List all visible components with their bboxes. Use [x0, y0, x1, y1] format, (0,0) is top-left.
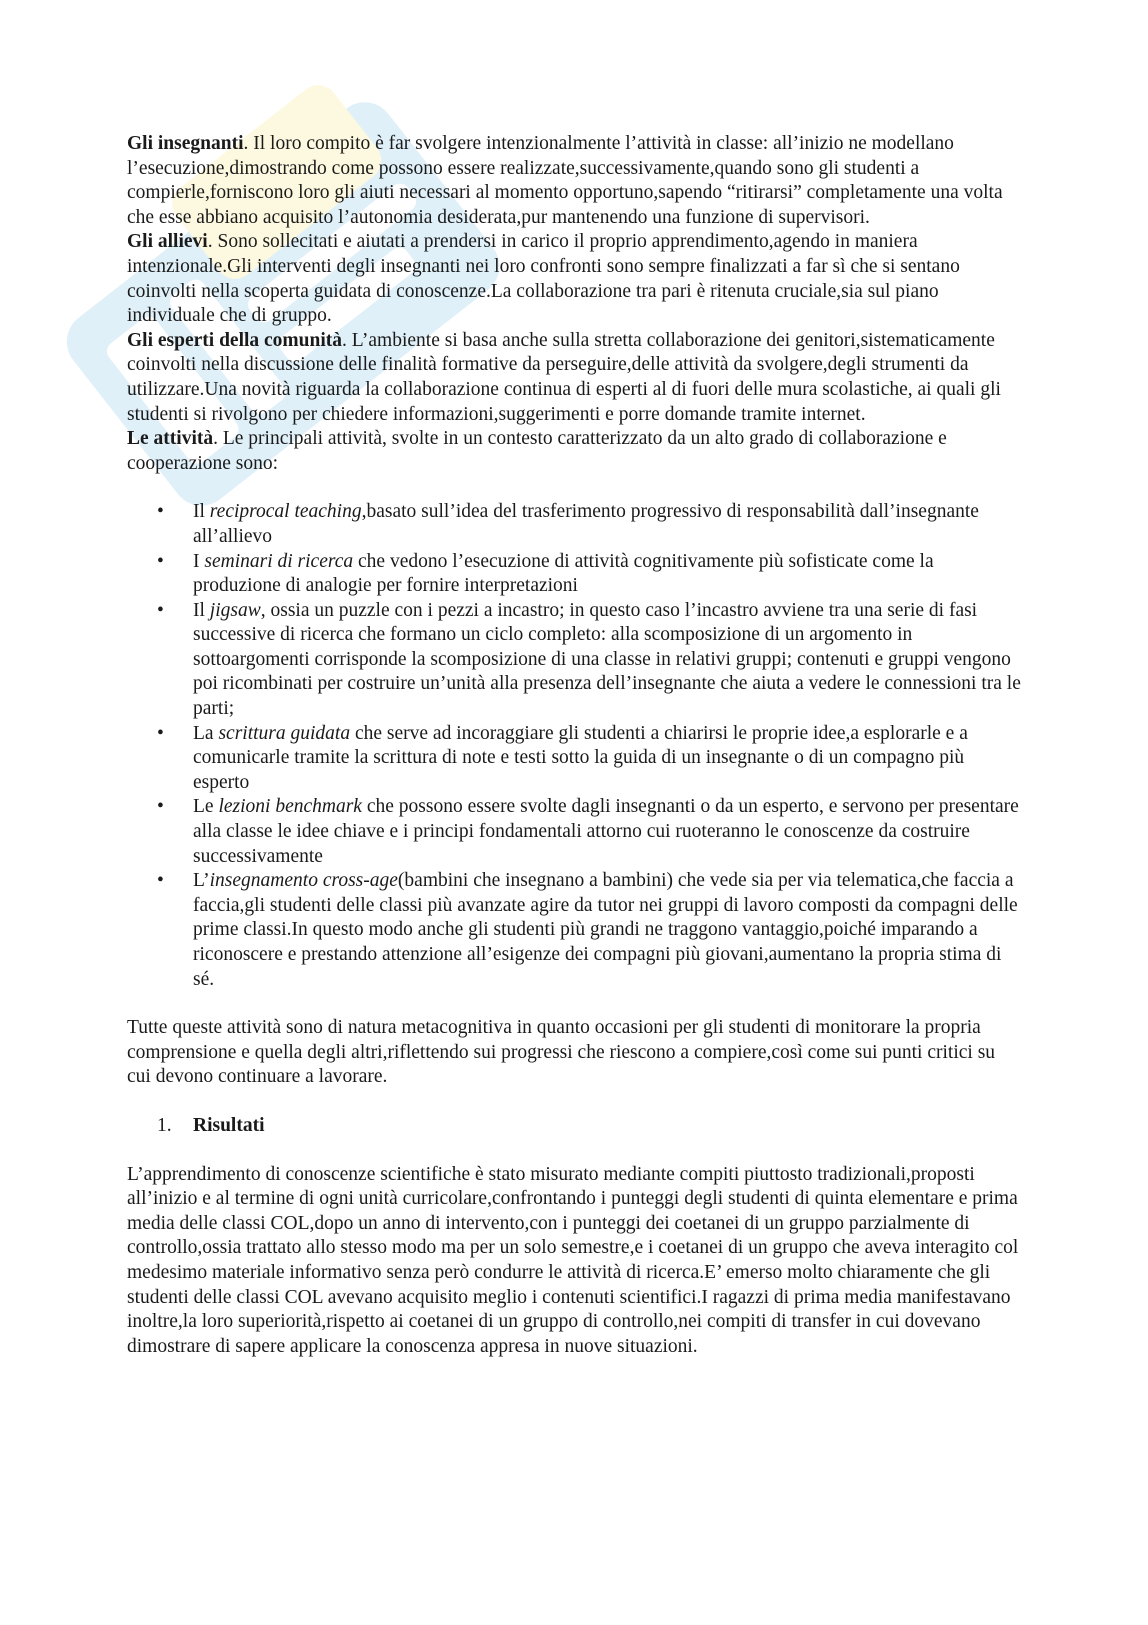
activities-list [127, 500, 1022, 992]
label-experts: Gli esperti della comunità [127, 329, 343, 351]
paragraph-students: Gli allievi. Sono sollecitati e aiutati a prendersi in carico il proprio apprendimento,agendo in maniera intenzionale.Gli interventi degli insegnanti nei loro confronti sono sempre finalizzati a far sì che si sentano coinvolti nella scoperta guidata di conoscenze.La collaborazione tra pari è ritenuta cruciale,sia sul piano individuale che di gruppo. [127, 231, 960, 327]
paragraph-activities: Le attività. Le principali attività, svolte in un contesto caratterizzato da un alto grado di collaborazione e cooperazione sono: [127, 428, 947, 474]
document-body [127, 132, 1022, 1359]
paragraph-teachers: Gli insegnanti. Il loro compito è far svolgere intenzionalmente l’attività in classe: all’inizio ne modellano l’esecuzione,dimostrando come possono essere realizzate,successivamente,quando sono gli studenti a compierle,forniscono loro gli aiuti necessari al momento opportuno,sapendo “ritirarsi” completamente una volta che esse abbiano acquisito l’autonomia desiderata,pur mantenendo una funzione di supervisori. [127, 133, 1003, 228]
list-item: • I seminari di ricerca che vedono l’esecuzione di attività cognitivamente più sofisticate come la produzione di analogie per fornire interpretazioni [127, 550, 1022, 599]
list-item: • La scrittura guidata che serve ad incoraggiare gli studenti a chiarirsi le proprie idee,a esplorarle e a comunicarle tramite la scrittura di note e testi sotto la guida di un insegnante o di un compagno più esperto [127, 722, 1022, 796]
paragraph-summary: Tutte queste attività sono di natura metacognitiva in quanto occasioni per gli studenti di monitorare la propria comprensione e quella degli altri,riflettendo sui progressi che riescono a compiere,così come sui punti critici su cui devono continuare a lavorare. [127, 1017, 996, 1088]
label-teachers: Gli insegnanti [127, 133, 244, 154]
section-title: Risultati [193, 1114, 265, 1136]
label-activities: Le attività [127, 428, 214, 450]
list-item: • Il reciprocal teaching,basato sull’idea del trasferimento progressivo di responsabilità dall’insegnante all’allievo [127, 500, 1022, 549]
list-item: • L’insegnamento cross-age(bambini che insegnano a bambini) che vede sia per via telematica,che faccia a faccia,gli studenti delle classi più avanzate agire da tutor nei gruppi di lavoro composti da compagni delle prime classi.In questo modo anche gli studenti più grandi ne traggono vantaggio,poiché imparando a riconoscere e prestando attenzione all’esigenze dei compagni più giovani,aumentano la propria stima di sé. [127, 869, 1022, 992]
list-item: • Le lezioni benchmark che possono essere svolte dagli insegnanti o da un esperto, e servono per presentare alla classe le idee chiave e i principi fondamentali attorno cui ruoteranno le conoscenze da costruire successivamente [127, 795, 1022, 869]
paragraph-experts: Gli esperti della comunità. L’ambiente si basa anche sulla stretta collaborazione dei genitori,sistematicamente coinvolti nella discussione delle finalità formative da perseguire,delle attività da svolgere,degli strumenti da utilizzare.Una novità riguarda la collaborazione continua di esperti al di fuori delle mura scolastiche, ai quali gli studenti si rivolgono per chiedere informazioni,suggerimenti e porre domande tramite internet. [127, 329, 1001, 425]
label-students: Gli allievi [127, 231, 208, 253]
section-number: 1. [157, 1114, 172, 1136]
list-item: • Il jigsaw, ossia un puzzle con i pezzi a incastro; in questo caso l’incastro avviene tra una serie di fasi successive di ricerca che formano un ciclo completo: alla scomposizione di un argomento in sottoargomenti corrisponde la scomposizione di una classe in relativi gruppi; contenuti e gruppi vengono poi ricombinati per costruire un’unità alla presenza dell’insegnante che aiuta a vedere le connessioni tra le parti; [127, 599, 1022, 722]
section-heading [127, 1114, 1022, 1139]
paragraph-results: L’apprendimento di conoscenze scientifiche è stato misurato mediante compiti piuttosto tradizionali,proposti all’inizio e al termine di ogni unità curricolare,confrontando i punteggi degli studenti di quinta elementare e prima media delle classi COL,dopo un anno di intervento,con i punteggi dei coetanei di un gruppo parzialmente di controllo,ossia trattato allo stesso modo ma per un solo semestre,e i coetanei di un gruppo che aveva interagito col medesimo materiale informativo senza però condurre le attività di ricerca.E’ emerso molto chiaramente che gli studenti delle classi COL avevano acquisito meglio i contenuti scientifici.I ragazzi di prima media manifestavano inoltre,la loro superiorità,rispetto ai coetanei di un gruppo di controllo,nei compiti di transfer in cui dovevano dimostrare di sapere applicare la conoscenza appresa in nuove situazioni. [127, 1163, 1019, 1357]
